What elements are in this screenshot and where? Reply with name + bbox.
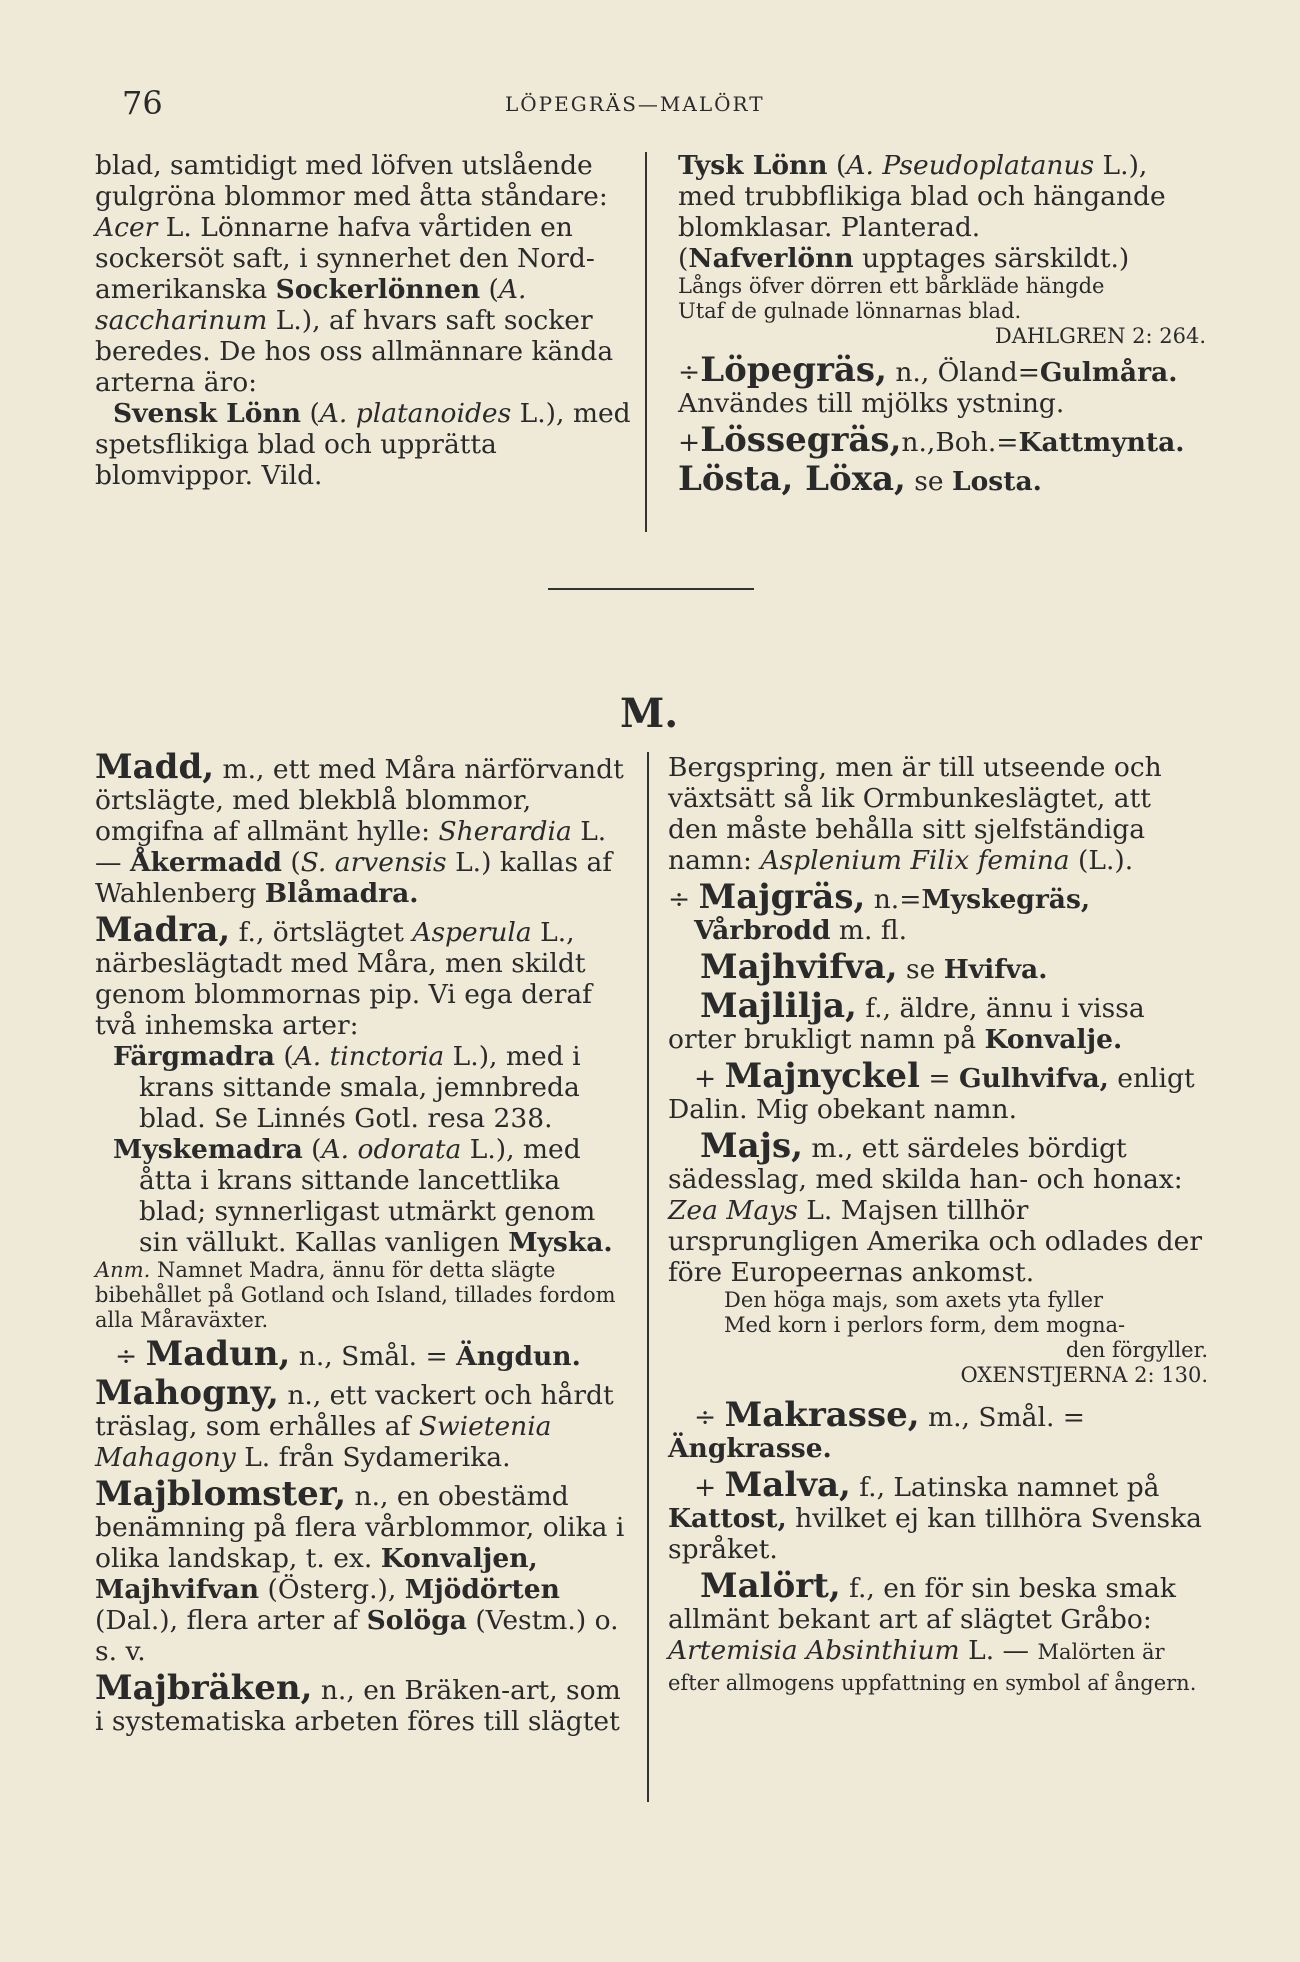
lower-right-column bbox=[668, 752, 1208, 1697]
column-divider bbox=[645, 152, 647, 532]
running-head: LÖPEGRÄS—MALÖRT bbox=[505, 92, 765, 116]
anm-note: Anm. Namnet Madra, ännu för detta slägte bibehållet på Gotland och Island, tillades fordom alla Måraväxter. bbox=[95, 1258, 616, 1332]
dahlgren-quote: Långs öfver dörren ett bårkläde hängde Utaf de gulnade lönnarnas blad. DAHLGREN 2: 264. bbox=[678, 274, 1206, 348]
malva-entry: + Malva, f., Latinska namnet på Kattost, hvilket ej kan tillhöra Svenska språket. bbox=[668, 1465, 1202, 1565]
page-header bbox=[0, 84, 1300, 124]
nafverlonn-note: (Nafverlönn upptages särskildt.) bbox=[678, 243, 1130, 274]
losta-entry: Lösta, Löxa, se Losta. bbox=[678, 459, 1042, 499]
oxenstjerna-quote: Den höga majs, som axets yta fyller Med korn i perlors form, dem mogna- den förgyller. OXENSTJERNA 2: 130. bbox=[724, 1288, 1208, 1387]
section-letter: M. bbox=[620, 690, 679, 737]
section-rule bbox=[548, 588, 754, 590]
upper-right-column bbox=[678, 150, 1206, 497]
lossegras-entry: +Lössegräs,n.,Boh.=Kattmynta. bbox=[678, 420, 1185, 460]
myskemadra-entry: Myskemadra (A. odorata L.), med åtta i krans sittande lancettlika blad; synnerligast utmärkt genom sin vällukt. Kallas vanligen Myska. bbox=[113, 1134, 613, 1258]
majlilja-entry: Majlilja, f., äldre, ännu i vissa orter brukligt namn på Konvalje. bbox=[668, 986, 1145, 1055]
column-divider-lower bbox=[647, 752, 649, 1802]
majs-entry: Majs, m., ett särdeles bördigt sädesslag, med skilda han- och honax: Zea Mays L. Majsen tillhör ursprungligen Amerika och odlades der före Europeernas ankomst. bbox=[668, 1126, 1202, 1288]
majbraken-continuation: Bergspring, men är till utseende och växtsätt så lik Ormbunkeslägtet, att den måste behålla sitt sjelfständiga namn: Asplenium Filix femina (L.). bbox=[668, 752, 1162, 876]
lower-left-column bbox=[95, 747, 635, 1737]
madra-entry: Madra, f., örtslägtet Asperula L., närbeslägtadt med Måra, men skildt genom blommornas pip. Vi ega deraf två inhemska arter: bbox=[95, 910, 592, 1041]
upper-left-column bbox=[95, 150, 635, 491]
lopegras-entry: ÷Löpegräs, n., Öland=Gulmåra. Användes till mjölks ystning. bbox=[678, 350, 1178, 419]
mahogny-entry: Mahogny, n., ett vackert och hårdt träslag, som erhålles af Swietenia Mahagony L. från Sydamerika. bbox=[95, 1373, 614, 1473]
majbraken-entry: Majbräken, n., en Bräken-art, som i systematiska arbeten föres till slägtet bbox=[95, 1668, 621, 1737]
makrasse-entry: ÷ Makrasse, m., Smål. = Ängkrasse. bbox=[668, 1395, 1085, 1464]
majblomster-entry: Majblomster, n., en obestämd benämning på flera vårblommor, olika i olika landskap, t. ex. Konvaljen, Majhvifvan (Österg.), Mjödörten (Dal.), flera arter af Solöga (Vestm.) o. s. v. bbox=[95, 1474, 625, 1667]
majhvifva-entry: Majhvifva, se Hvifva. bbox=[700, 947, 1048, 987]
page-number: 76 bbox=[122, 84, 163, 122]
majnyckel-entry: + Majnyckel = Gulhvifva, enligt Dalin. Mig obekant namn. bbox=[668, 1056, 1195, 1125]
majgras-entry: ÷ Majgräs, n.=Myskegräs, Vårbrodd m. fl. bbox=[668, 877, 1091, 946]
svensk-lonn-entry: Svensk Lönn (A. platanoides L.), med spetsflikiga blad och upprätta blomvippor. Vild. bbox=[95, 398, 631, 491]
madd-entry: Madd, m., ett med Måra närförvandt örtslägte, med blekblå blommor, omgifna af allmänt hylle: Sherardia L. — Åkermadd (S. arvensis L.) kallas af Wahlenberg Blåmadra. bbox=[95, 747, 624, 909]
lonn-paragraph: blad, samtidigt med löfven utslående gulgröna blommor med åtta ståndare: Acer L. Lönnarne hafva vårtiden en sockersöt saft, i synnerhet den Nord-amerikanska Sockerlönnen (A. saccharinum L.), af hvars saft socker beredes. De hos oss allmännare kända arterna äro: bbox=[95, 150, 614, 398]
madun-entry: ÷ Madun, n., Smål. = Ängdun. bbox=[115, 1334, 581, 1374]
tysk-lonn-entry: Tysk Lönn (A. Pseudoplatanus L.), med trubbflikiga blad och hängande blomklasar. Planterad. bbox=[678, 150, 1166, 243]
fargmadra-entry: Färgmadra (A. tinctoria L.), med i krans sittande smala, jemnbreda blad. Se Linnés Gotl. resa 238. bbox=[113, 1041, 581, 1134]
malort-entry: Malört, f., en för sin beska smak allmänt bekant art af slägtet Gråbo: Artemisia Absinthium L. — Malörten är efter allmogens uppfattning en symbol af ångern. bbox=[668, 1566, 1197, 1695]
